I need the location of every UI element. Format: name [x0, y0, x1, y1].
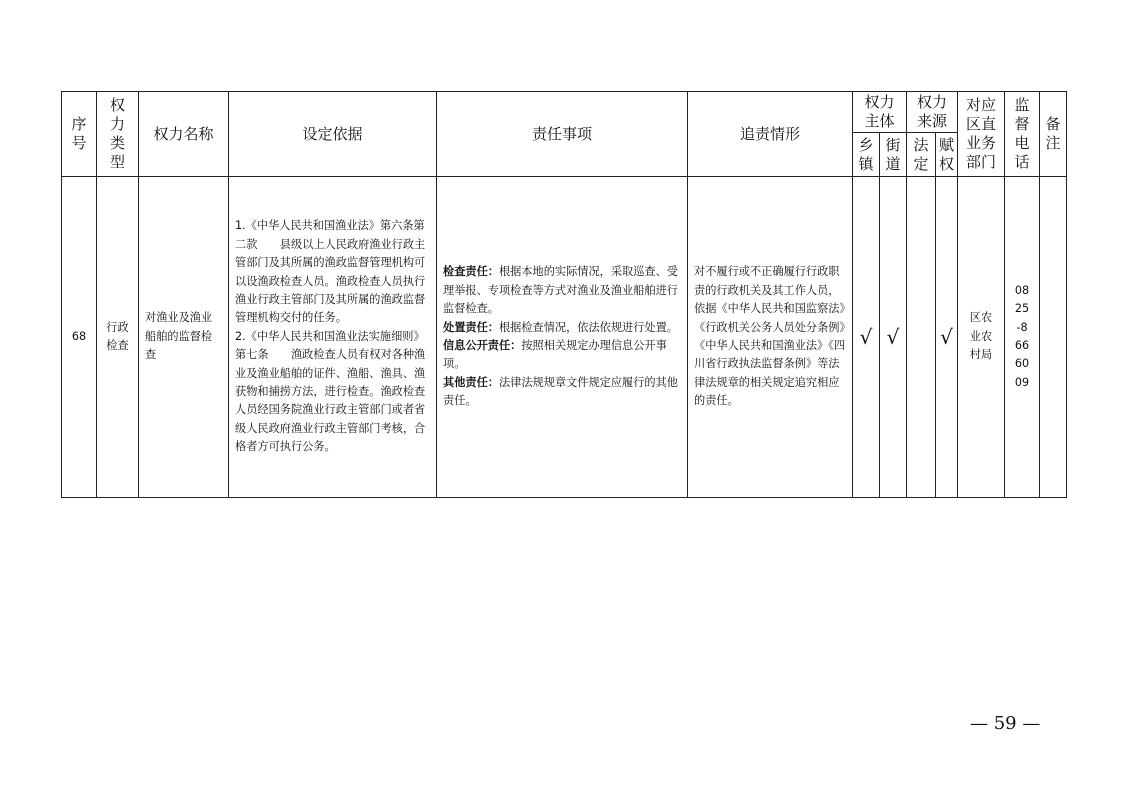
cell-phone: 0825-8666009 — [1005, 177, 1040, 498]
header-subject-town: 乡镇 — [853, 133, 880, 177]
header-remarks: 备注 — [1040, 92, 1067, 177]
header-duties: 责任事项 — [437, 92, 688, 177]
header-basis: 设定依据 — [229, 92, 437, 177]
header-source-granted: 赋权 — [936, 133, 958, 177]
check-legal — [907, 177, 936, 498]
page-number: — 59 — — [970, 713, 1041, 734]
cell-accountability: 对不履行或不正确履行行政职责的行政机关及其工作人员，依据《中华人民共和国监察法》《行政机关公务人员处分条例》《中华人民共和国渔业法》《四川省行政执法监督条例》等法律法规章的相关规定追究相应的责任。 — [688, 177, 853, 498]
header-power-name: 权力名称 — [139, 92, 229, 177]
cell-seq: 68 — [62, 177, 97, 498]
header-source-legal: 法定 — [907, 133, 936, 177]
cell-dept: 区农业农村局 — [958, 177, 1005, 498]
header-power-type: 权力类型 — [97, 92, 139, 177]
power-list-table — [61, 91, 1067, 498]
cell-power-name: 对渔业及渔业船舶的监督检查 — [139, 177, 229, 498]
header-accountability: 追责情形 — [688, 92, 853, 177]
header-subject-street: 街道 — [880, 133, 907, 177]
cell-remarks — [1040, 177, 1067, 498]
check-street: √ — [880, 177, 907, 498]
duty-disposal: 处置责任：根据检查情况，依法依规进行处置。 — [443, 320, 678, 334]
header-seq: 序号 — [62, 92, 97, 177]
check-granted: √ — [936, 177, 958, 498]
header-dept: 对应区直业务部门 — [958, 92, 1005, 177]
cell-duties — [437, 177, 688, 498]
check-town: √ — [853, 177, 880, 498]
table-row — [62, 177, 1067, 498]
duty-inspection: 检查责任：根据本地的实际情况，采取巡查、受理举报、专项检查等方式对渔业及渔业船舶进行监督检查。 — [443, 265, 678, 316]
duty-disclosure: 信息公开责任：按照相关规定办理信息公开事项。 — [443, 339, 667, 371]
header-subject: 权力主体 — [853, 92, 907, 133]
cell-power-type: 行政检查 — [97, 177, 139, 498]
cell-basis: 1.《中华人民共和国渔业法》第六条第二款 县级以上人民政府渔业行政主管部门及其所属的渔政监督管理机构可以设渔政检查人员。渔政检查人员执行渔业行政主管部门及其所属的渔政监督管理机构交付的任务。 2.《中华人民共和国渔业法实施细则》第七条 渔政检查人员有权对各种渔业及渔业船舶的证件、渔船、渔具、渔获物和捕捞方法，进行检查。渔政检查人员经国务院渔业行政主管部门或者省级人民政府渔业行政主管部门考核，合格者方可执行公务。 — [229, 177, 437, 498]
duty-other: 其他责任：法律法规规章文件规定应履行的其他责任。 — [443, 375, 678, 408]
header-phone: 监督电话 — [1005, 92, 1040, 177]
header-source: 权力来源 — [907, 92, 958, 133]
